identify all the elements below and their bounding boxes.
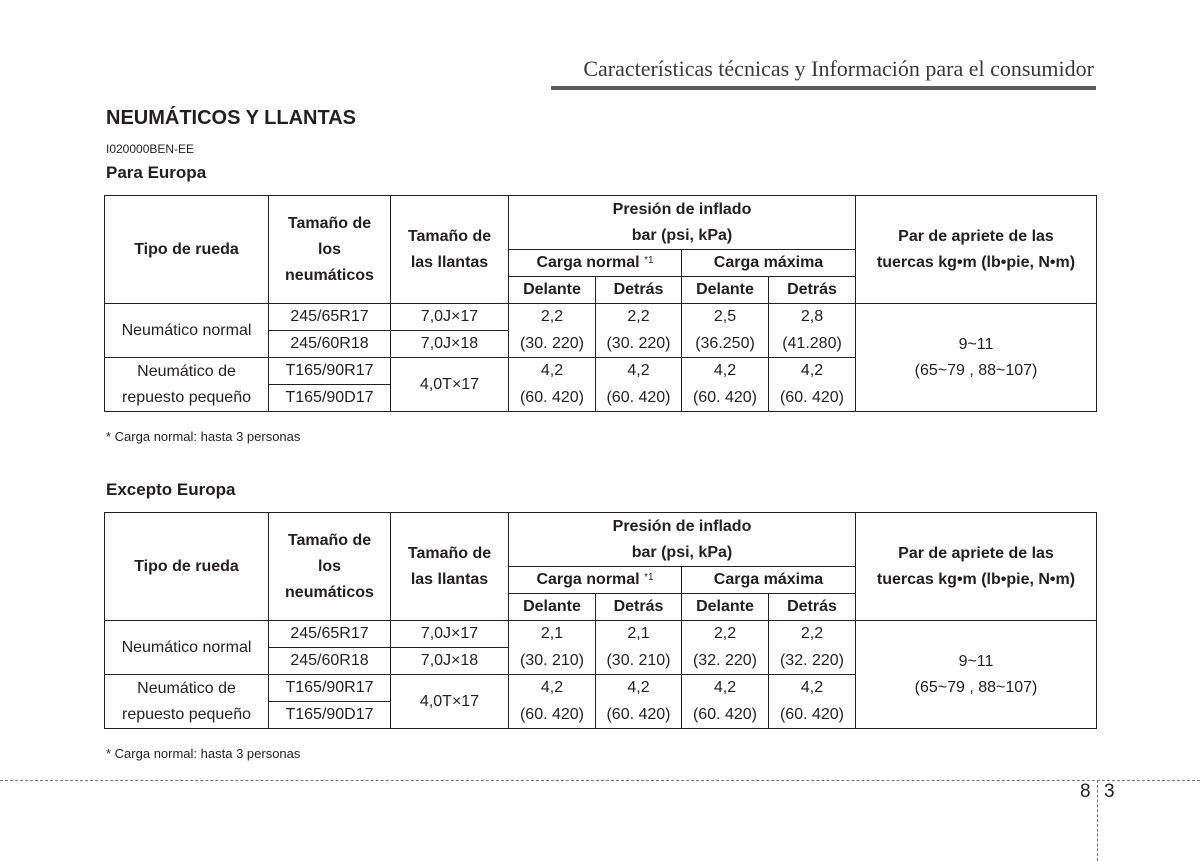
col-header-detras: Detrás xyxy=(769,594,856,621)
pressure-psi-cell: (60. 420) xyxy=(509,702,596,729)
wheel-type-spare: Neumático de repuesto pequeño xyxy=(105,358,269,412)
col-header-presion: Presión de inflado bar (psi, kPa) xyxy=(509,196,856,250)
wheel-type-normal: Neumático normal xyxy=(105,304,269,358)
pressure-bar-cell: 2,2 xyxy=(682,621,769,648)
col-header-par-apriete: Par de apriete de las tuercas kg•m (lb•pie, N•m) xyxy=(856,513,1097,621)
running-header-title: Características técnicas y Información para el consumidor xyxy=(583,56,1094,81)
tire-size: 245/65R17 xyxy=(269,621,391,648)
pressure-psi-cell: (60. 420) xyxy=(509,385,596,412)
pressure-bar-cell: 2,2 xyxy=(596,304,682,331)
pressure-psi-cell: (41.280) xyxy=(769,331,856,358)
col-header-tipo: Tipo de rueda xyxy=(105,196,269,304)
pressure-bar-cell: 4,2 xyxy=(509,675,596,702)
pressure-bar-cell: 2,1 xyxy=(596,621,682,648)
col-header-tamano-neumaticos: Tamaño de los neumáticos xyxy=(269,196,391,304)
col-header-delante: Delante xyxy=(509,277,596,304)
tire-size: 245/60R18 xyxy=(269,648,391,675)
col-header-carga-normal: Carga normal $^{*1}$ xyxy=(509,250,682,277)
page-number-divider xyxy=(1097,780,1098,861)
table-row xyxy=(105,621,1097,648)
pressure-bar-cell: 4,2 xyxy=(596,675,682,702)
tire-size: T165/90D17 xyxy=(269,385,391,412)
pressure-psi-cell: (60. 420) xyxy=(682,385,769,412)
rim-size: 7,0J×18 xyxy=(391,331,509,358)
pressure-bar-cell: 4,2 xyxy=(509,358,596,385)
col-header-tamano-llantas: Tamaño de las llantas xyxy=(391,196,509,304)
chapter-number: 8 xyxy=(1080,781,1091,802)
tire-size: T165/90R17 xyxy=(269,358,391,385)
pressure-bar-cell: 2,5 xyxy=(682,304,769,331)
rim-size: 7,0J×18 xyxy=(391,648,509,675)
tire-size: T165/90R17 xyxy=(269,675,391,702)
col-header-delante: Delante xyxy=(682,277,769,304)
pressure-psi-cell: (60. 420) xyxy=(769,702,856,729)
tire-spec-table xyxy=(104,195,1097,412)
pressure-bar-cell: 4,2 xyxy=(682,675,769,702)
pressure-bar-cell: 2,8 xyxy=(769,304,856,331)
footnote: * Carga normal: hasta 3 personas xyxy=(106,429,301,444)
pressure-psi-cell: (30. 210) xyxy=(509,648,596,675)
torque-cell: 9~11 (65~79 , 88~107) xyxy=(856,304,1097,412)
pressure-psi-cell: (60. 420) xyxy=(596,385,682,412)
rim-size: 7,0J×17 xyxy=(391,304,509,331)
pressure-bar-cell: 4,2 xyxy=(769,675,856,702)
pressure-bar-cell: 2,2 xyxy=(769,621,856,648)
table-row xyxy=(105,304,1097,331)
col-header-detras: Detrás xyxy=(596,594,682,621)
rim-size: 4,0T×17 xyxy=(391,358,509,412)
pressure-psi-cell: (32. 220) xyxy=(682,648,769,675)
region-heading: Excepto Europa xyxy=(106,480,236,499)
col-header-detras: Detrás xyxy=(596,277,682,304)
pressure-psi-cell: (30. 220) xyxy=(509,331,596,358)
tire-size: T165/90D17 xyxy=(269,702,391,729)
pressure-bar-cell: 4,2 xyxy=(596,358,682,385)
footer-dotted-rule xyxy=(0,780,1200,781)
pressure-psi-cell: (60. 420) xyxy=(682,702,769,729)
pressure-psi-cell: (30. 210) xyxy=(596,648,682,675)
pressure-psi-cell: (36.250) xyxy=(682,331,769,358)
torque-cell: 9~11 (65~79 , 88~107) xyxy=(856,621,1097,729)
footnote: * Carga normal: hasta 3 personas xyxy=(106,746,301,761)
col-header-presion: Presión de inflado bar (psi, kPa) xyxy=(509,513,856,567)
header-rule xyxy=(551,86,1096,90)
col-header-carga-normal: Carga normal $^{*1}$ xyxy=(509,567,682,594)
section-code: I020000BEN-EE xyxy=(106,142,195,156)
section-title: NEUMÁTICOS Y LLANTAS xyxy=(106,107,357,129)
pressure-bar-cell: 4,2 xyxy=(769,358,856,385)
pressure-psi-cell: (60. 420) xyxy=(769,385,856,412)
tire-size: 245/60R18 xyxy=(269,331,391,358)
col-header-carga-maxima: Carga máxima xyxy=(682,250,856,277)
wheel-type-normal: Neumático normal xyxy=(105,621,269,675)
pressure-bar-cell: 4,2 xyxy=(682,358,769,385)
wheel-type-spare: Neumático de repuesto pequeño xyxy=(105,675,269,729)
page-number: 3 xyxy=(1104,781,1115,802)
tire-spec-table xyxy=(104,512,1097,729)
region-heading: Para Europa xyxy=(106,163,207,182)
col-header-par-apriete: Par de apriete de las tuercas kg•m (lb•pie, N•m) xyxy=(856,196,1097,304)
rim-size: 7,0J×17 xyxy=(391,621,509,648)
col-header-carga-maxima: Carga máxima xyxy=(682,567,856,594)
rim-size: 4,0T×17 xyxy=(391,675,509,729)
col-header-tipo: Tipo de rueda xyxy=(105,513,269,621)
col-header-tamano-llantas: Tamaño de las llantas xyxy=(391,513,509,621)
pressure-bar-cell: 2,1 xyxy=(509,621,596,648)
pressure-psi-cell: (30. 220) xyxy=(596,331,682,358)
tire-size: 245/65R17 xyxy=(269,304,391,331)
col-header-delante: Delante xyxy=(509,594,596,621)
col-header-tamano-neumaticos: Tamaño de los neumáticos xyxy=(269,513,391,621)
pressure-psi-cell: (32. 220) xyxy=(769,648,856,675)
pressure-bar-cell: 2,2 xyxy=(509,304,596,331)
col-header-detras: Detrás xyxy=(769,277,856,304)
col-header-delante: Delante xyxy=(682,594,769,621)
pressure-psi-cell: (60. 420) xyxy=(596,702,682,729)
